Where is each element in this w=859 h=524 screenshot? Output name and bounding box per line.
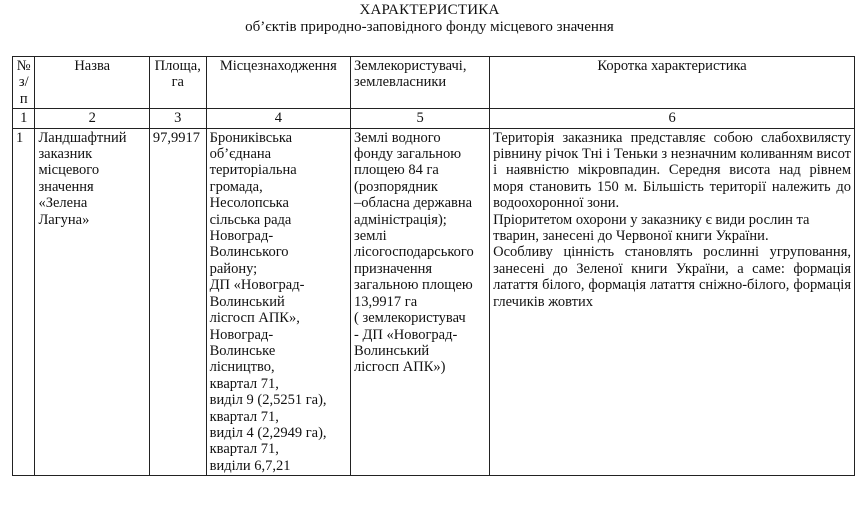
column-number: 6 [490,109,855,128]
column-number: 1 [13,109,35,128]
column-number: 4 [206,109,350,128]
header-name: Назва [35,57,149,109]
description-paragraph: Територія заказника представляє собою слабохвилясту рівнину річок Тні і Теньки з незначним коливанням висот і наявністю мікровпадин. Середня висота над рівнем моря становить 150 м. Більшість території належить до водоохоронної зони. [493,129,851,212]
document-subtitle: об’єктів природно-заповідного фонду місцевого значення [245,19,614,35]
row-number: 1 [13,128,35,476]
header-area: Площа, га [149,57,206,109]
column-number: 3 [149,109,206,128]
column-number: 2 [35,109,149,128]
row-area: 97,9917 [149,128,206,476]
description-paragraph: Особливу цінність становлять рослинні угруповання, занесені до Зеленої книги України, а саме: формація латаття білого, формація латаття сніжно-білого, формація глечиків жовтих [493,244,851,310]
column-number: 5 [351,109,490,128]
characteristics-table [12,56,855,476]
header-users: Землекористувачі, землевласники [351,57,490,109]
header-location: Місцезнаходження [206,57,350,109]
table-header-row [13,57,855,109]
row-location: Броникiвська об’єднана територіальна громада, Несолопська сільська рада Новоград- Волинського району; ДП «Новоград- Волинський лісгосп АПК», Новоград- Волинське лісництво, квартал 71, виділ 9 (2,5251 га), квартал 71, виділ 4 (2,2949 га), квартал 71, виділи 6,7,21 [206,128,350,476]
row-description [490,128,855,476]
row-users: Землі водного фонду загальною площею 84 га (розпорядник –обласна державна адміністрація); землі лісогосподарського призначення загальною площею 13,9917 га ( землекористувач - ДП «Новоград- Волинський лісгосп АПК») [351,128,490,476]
description-paragraph: Пріоритетом охорони у заказнику є види рослин та тварин, занесені до Червоної книги України. [493,211,810,245]
header-description: Коротка характеристика [490,57,855,109]
row-name: Ландшафтний заказник місцевого значення «Зелена Лагуна» [35,128,149,476]
table-row [13,128,855,476]
header-number: № з/п [13,57,35,109]
document-title: ХАРАКТЕРИСТИКА [359,2,500,18]
column-numbering-row [13,109,855,128]
